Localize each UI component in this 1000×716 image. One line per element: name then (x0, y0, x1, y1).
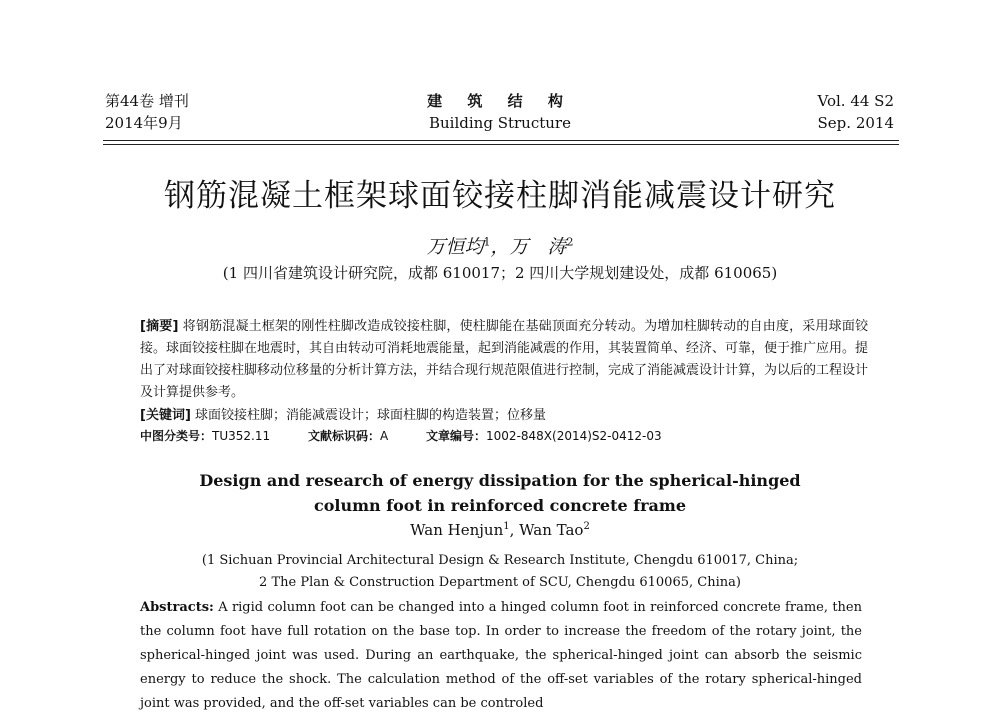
header-rule-bottom (103, 144, 899, 145)
clc-label: 中图分类号： (140, 429, 213, 443)
author-2-cn: 万 涛 (509, 236, 567, 258)
authors-cn (0, 232, 1000, 259)
doc-code-label: 文献标识码： (307, 429, 380, 443)
paper-title-en-line1: Design and research of energy dissipation for the spherical-hinged (199, 471, 801, 490)
abstract-cn-text: 将钢筋混凝土框架的刚性柱脚改造成铰接柱脚，使柱脚能在基础顶面充分转动。为增加柱脚转动的自由度，采用球面铰接。球面铰接柱脚在地震时，其自由转动可消耗地震能量，起到消能减震的作用，其装置简单、经济、可靠，便于推广应用。提出了对球面铰接柱脚移动位移量的分析计算方法，并结合现行规范限值进行控制，完成了消能减震设计计算，为以后的工程设计及计算提供参考。 (140, 319, 869, 400)
author-1-en: Wan Henjun (410, 521, 504, 539)
author-2-en-affil-mark: 2 (583, 521, 590, 532)
abstract-en (140, 596, 862, 716)
abstract-en-label: Abstracts: (140, 600, 214, 615)
abstract-cn (140, 316, 868, 404)
clc-value: TU352.11 (212, 429, 271, 443)
author-2-affil-mark: 2 (566, 235, 574, 249)
paper-title-en (0, 468, 1000, 518)
affiliation-cn: (1 四川省建筑设计研究院，成都 610017；2 四川大学规划建设处，成都 610065) (222, 264, 778, 282)
publication-date-en: Sep. 2014 (817, 114, 894, 132)
classification-line (140, 427, 696, 444)
header-rule-top (103, 140, 899, 141)
abstract-en-text: A rigid column foot can be changed into a hinged column foot in reinforced concrete frame, then the column foot have full rotation on the base top. In order to increase the freedom of the rotary joint, the spherical-hinged joint was used. During an earthquake, the spherical-hinged joint can absorb the seismic energy to reduce the shock. The calculation method of the off-set variables of the rotary spherical-hinged joint was provided, and the off-set variables can be controled (140, 600, 862, 711)
keywords-cn-label: [关键词] (140, 408, 191, 423)
paper-title-cn: 钢筋混凝土框架球面铰接柱脚消能减震设计研究 (164, 178, 836, 214)
author-1-en-affil-mark: 1 (503, 521, 510, 532)
article-number-label: 文章编号： (426, 429, 487, 443)
abstract-cn-label: [摘要] (140, 319, 179, 334)
affiliation-en (0, 550, 1000, 594)
journal-volume-info-en (818, 90, 895, 134)
affiliation-en-line2: 2 The Plan & Construction Department of SCU, Chengdu 610065, China) (259, 575, 741, 590)
journal-name-en: Building Structure (429, 114, 571, 132)
volume-issue-en: Vol. 44 S2 (817, 92, 894, 110)
author-2-en: Wan Tao (519, 521, 584, 539)
volume-issue: 第44卷 增刊 (105, 92, 189, 110)
author-1-cn: 万恒均 (426, 236, 484, 258)
doc-code-value: A (379, 429, 389, 443)
author-1-affil-mark: 1 (483, 235, 491, 249)
author-separator: ， (490, 236, 510, 258)
publication-date-cn: 2014年9月 (105, 114, 183, 132)
affiliation-en-line1: (1 Sichuan Provincial Architectural Design & Research Institute, Chengdu 610017, China; (201, 553, 799, 568)
authors-en (0, 521, 1000, 539)
paper-title-en-line2: column foot in reinforced concrete frame (313, 496, 687, 515)
author-en-separator: , (509, 521, 520, 539)
keywords-cn-text: 球面铰接柱脚；消能减震设计；球面柱脚的构造装置；位移量 (195, 408, 547, 423)
journal-name-cn: 建 筑 结 构 (427, 92, 573, 110)
keywords-cn (140, 404, 546, 423)
article-number-value: 1002-848X(2014)S2-0412-03 (486, 429, 662, 443)
